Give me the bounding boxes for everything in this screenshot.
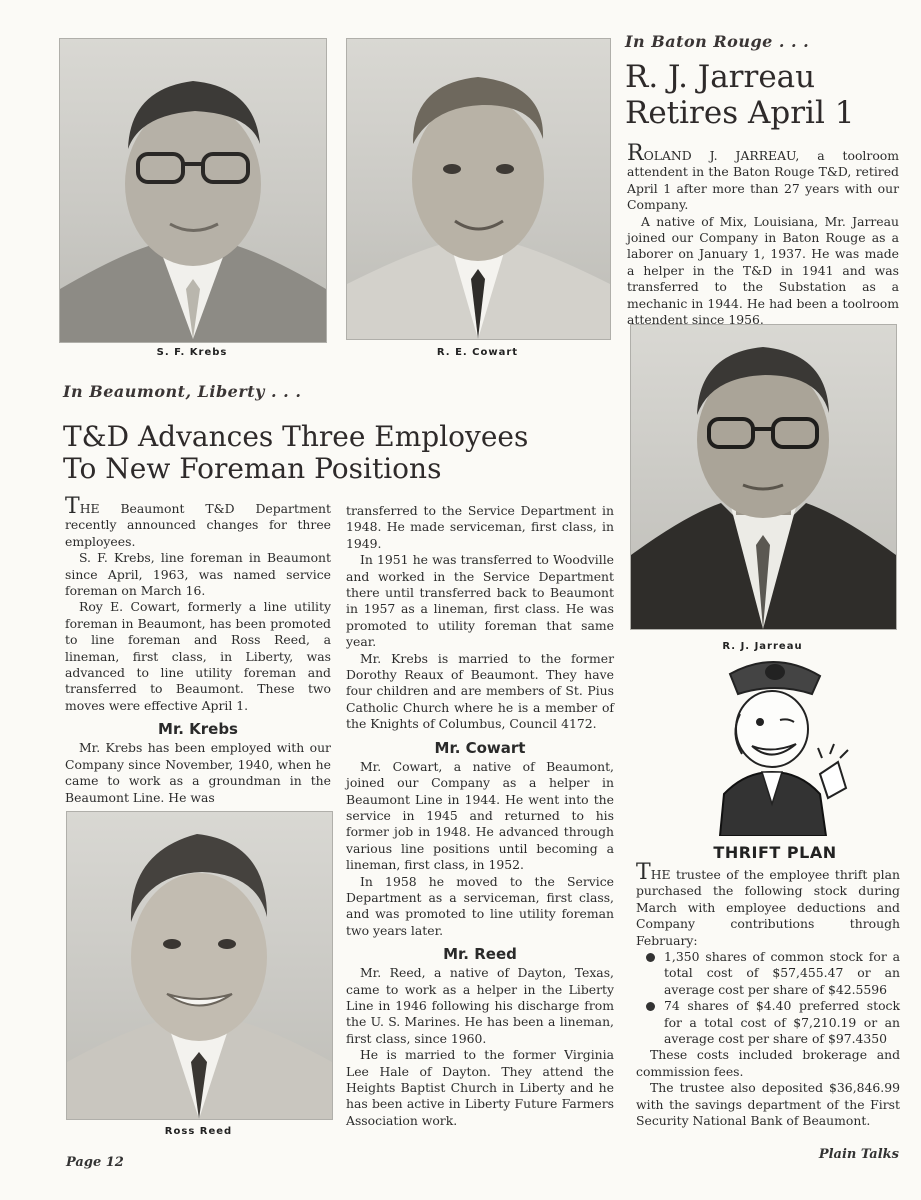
subhead-reed: Mr. Reed [443,945,517,964]
thrift-intro: THE trustee of the employee thrift plan purchased the following stock during March with employee deductions and Company contributions through February: [636,860,900,948]
photo-reed [66,811,333,1120]
jarreau-headline [625,60,854,132]
photo-krebs [59,38,327,343]
subhead-krebs: Mr. Krebs [158,720,238,739]
thrift-paragraph-3: The trustee also deposited $36,846.99 with the savings department of the First Security National Bank of Beaumont. [636,1080,900,1129]
thrift-paragraph-2: These costs included brokerage and commission fees. [636,1047,900,1079]
jarreau-headline-line2: Retires April 1 [625,94,855,131]
main-paragraph-4: Mr. Krebs has been employed with our Company since November, 1940, when he came to work as a groundman in the Beaumont Line. He was [65,740,331,805]
main-headline [63,421,528,486]
main-dropcap: T [65,494,80,519]
thrift-dropcap: T [636,860,651,885]
main-headline-line1: T&D Advances Three Employees [63,420,529,453]
thrift-bullet-preferred: 74 shares of $4.40 preferred stock for a total cost of $7,210.19 or an average cost per share of $97.4350 [646,998,900,1047]
photo-caption-krebs: S. F. Krebs [156,347,228,358]
thrift-body [636,860,900,1130]
jarreau-kicker: In Baton Rouge . . . [625,32,810,51]
main-paragraph-9: In 1958 he moved to the Service Department as a serviceman, first class, and was promoted to line utility foreman two years later. [346,873,614,938]
main-paragraph-8: Mr. Cowart, a native of Beaumont, joined our Company as a helper in Beaumont Line in 1944. He went into the service in 1945 and returned to his former job in 1948. He advanced through various line positions until becoming a lineman, first class, in 1952. [346,758,614,873]
subhead-cowart: Mr. Cowart [434,738,526,757]
main-kicker: In Beaumont, Liberty . . . [63,382,302,401]
photo-caption-reed: Ross Reed [164,1126,233,1137]
main-headline-line2: To New Foreman Positions [63,452,442,486]
main-paragraph-11: He is married to the former Virginia Lee Hale of Dayton. They attend the Heights Baptist Church in Liberty and he has been active in Liberty Future Farmers Association work. [346,1047,614,1128]
photo-cowart [346,38,611,340]
main-paragraph-7: Mr. Krebs is married to the former Dorothy Reaux of Beaumont. They have four children and are members of St. Pius Catholic Church where he is a member of the Knights of Columbus, Council 4172. [346,650,614,732]
main-paragraph-1: THE Beaumont T&D Department recently announced changes for three employees. [65,494,331,549]
photo-caption-cowart: R. E. Cowart [436,347,519,358]
main-paragraph-5: transferred to the Service Department in 1948. He made serviceman, first class, in 1949. [346,503,614,551]
jarreau-headline-line1: R. J. Jarreau [625,59,816,95]
main-paragraph-2: S. F. Krebs, line foreman in Beaumont since April, 1963, was named service foreman on March 16. [65,550,331,599]
thrift-title: THRIFT PLAN [713,843,837,862]
main-paragraph-10: Mr. Reed, a native of Dayton, Texas, came to work as a helper in the Liberty Line in 1946 following his discharge from the U. S. Marines. He has been a lineman, first class, since 1960. [346,965,614,1046]
jarreau-dropcap: R [627,141,644,166]
photo-caption-jarreau: R. J. Jarreau [722,641,803,652]
photo-jarreau [630,324,897,630]
jarreau-paragraph-1: ROLAND J. JARREAU, a toolroom attendent in the Baton Rouge T&D, retired April 1 after more than 27 years with our Company. [627,141,899,213]
page-number: Page 12 [66,1155,124,1170]
jarreau-body [627,141,899,328]
publication-name: Plain Talks [818,1147,899,1162]
thrift-bullet-common: 1,350 shares of common stock for a total cost of $57,455.47 or an average cost per share of $42.5596 [646,949,900,998]
thrift-cartoon [700,654,850,836]
main-column-left [65,494,331,806]
main-paragraph-6: In 1951 he was transferred to Woodville and worked in the Service Department there until transferred back to Beaumont in 1957 as a lineman, first class. He was promoted to utility foreman that same year. [346,552,614,650]
jarreau-paragraph-2: A native of Mix, Louisiana, Mr. Jarreau joined our Company in Baton Rouge as a laborer on January 1, 1937. He was made a helper in the T&D in 1941 and was transferred to the Substation as a mechanic in 1944. He had been a toolroom attendent since 1956. [627,213,899,328]
main-paragraph-3: Roy E. Cowart, formerly a line utility foreman in Beaumont, has been promoted to line foreman and Ross Reed, a lineman, first class, in Liberty, was advanced to line utility foreman and transferred to Beaumont. These two moves were effective April 1. [65,599,331,713]
thrift-bullet-list [636,949,900,1047]
main-column-middle [346,503,614,1129]
